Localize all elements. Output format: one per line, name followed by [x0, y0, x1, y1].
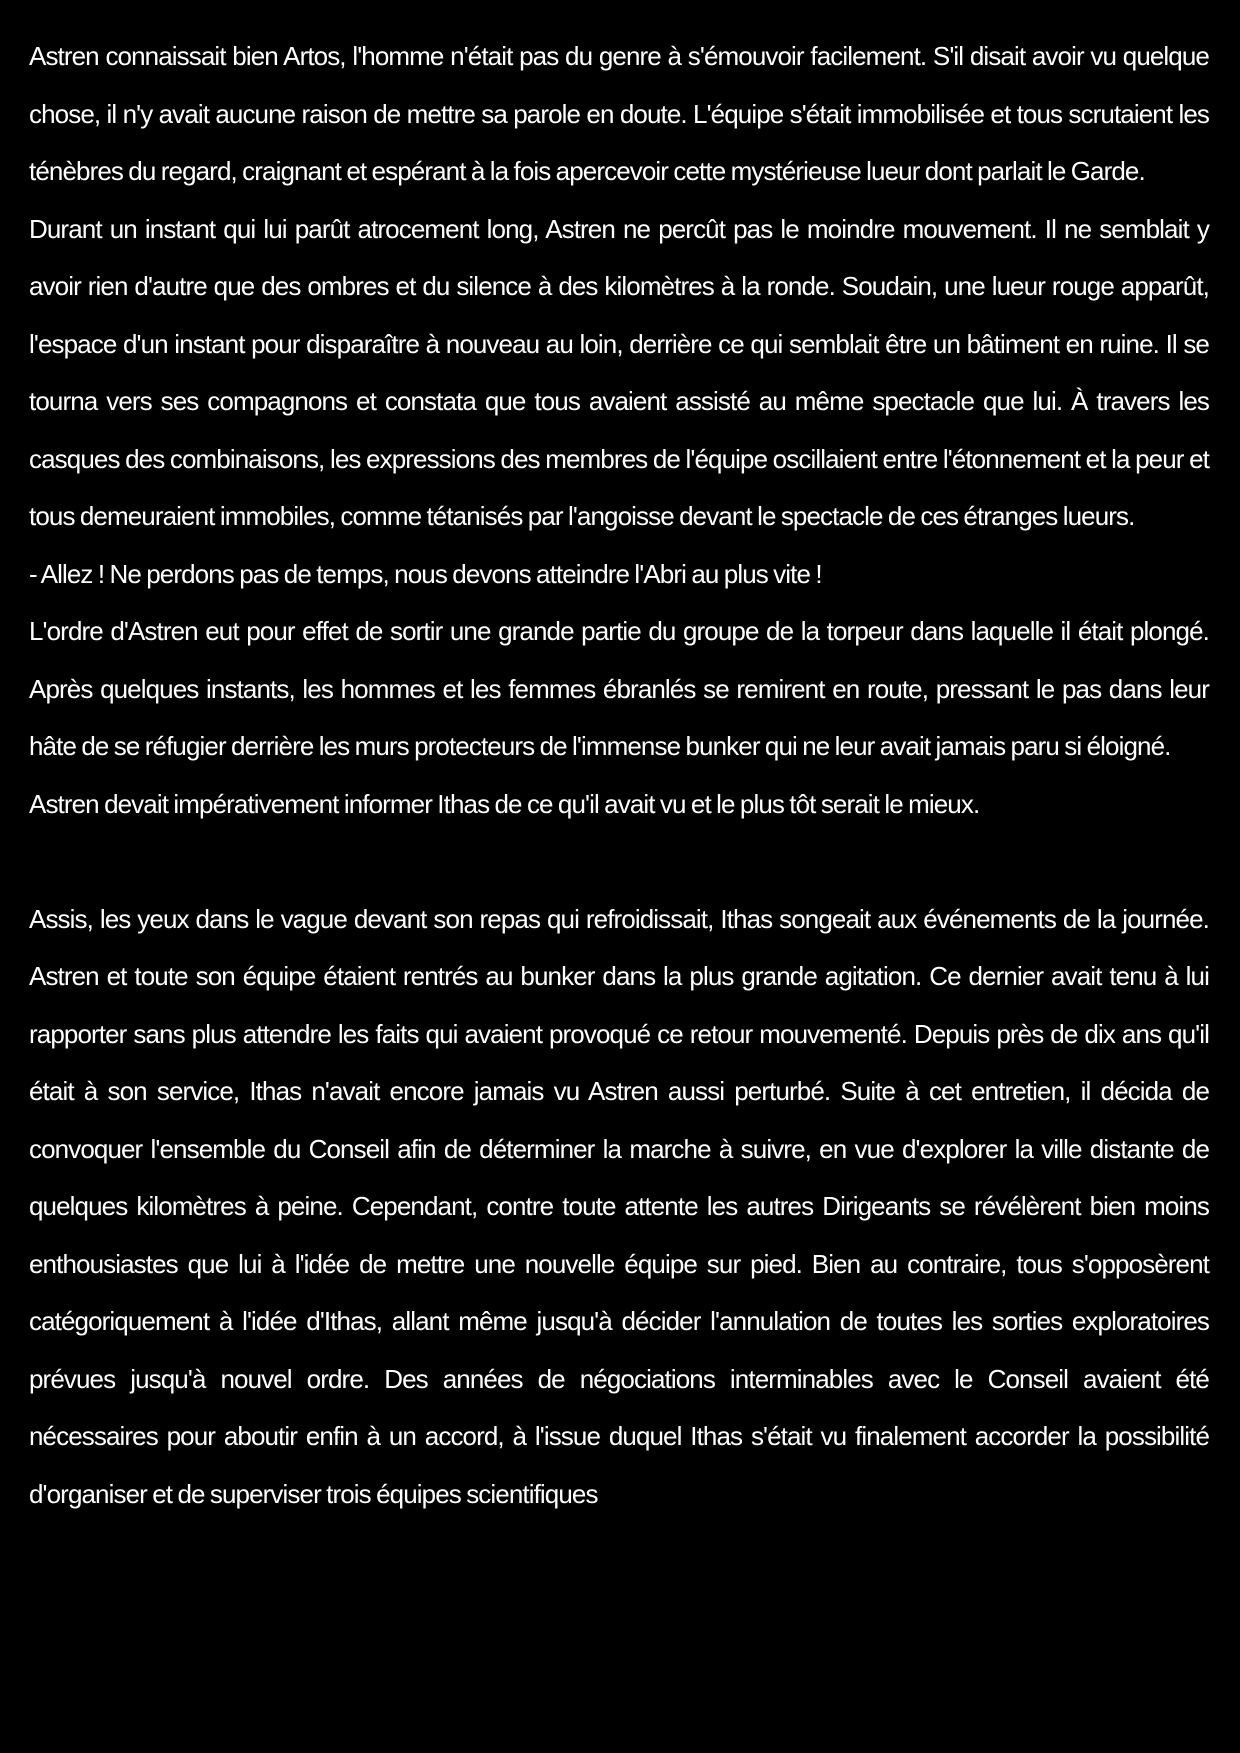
dialogue-line: - Allez ! Ne perdons pas de temps, nous devons atteindre l'Abri au plus vite !: [29, 558, 822, 589]
document-page: [29, 28, 1209, 1523]
paragraph-inform-ithas: Astren devait impérativement informer Ithas de ce qu'il avait vu et le plus tôt serait le mieux.: [29, 788, 980, 819]
section-break: [29, 833, 1209, 891]
paragraph-artos: Astren connaissait bien Artos, l'homme n'était pas du genre à s'émouvoir facilement. S'il disait avoir vu quelque chose, il n'y avait aucune raison de mettre sa parole en doute. L'équipe s'était immobilisée et tous scrutaient les ténèbres du regard, craignant et espérant à la fois apercevoir cette mystérieuse lueur dont parlait le Garde.: [29, 41, 1209, 186]
paragraph-council: Assis, les yeux dans le vague devant son repas qui refroidissait, Ithas songeait aux événements de la journée. Astren et toute son équipe étaient rentrés au bunker dans la plus grande agitation. Ce dernier avait tenu à lui rapporter sans plus attendre les faits qui avaient provoqué ce retour mouvementé. Depuis près de dix ans qu'il était à son service, Ithas n'avait encore jamais vu Astren aussi perturbé. Suite à cet entretien, il décida de convoquer l'ensemble du Conseil afin de déterminer la marche à suivre, en vue d'explorer la ville distante de quelques kilomètres à peine. Cependant, contre toute attente les autres Dirigeants se révélèrent bien moins enthousiastes que lui à l'idée de mettre une nouvelle équipe sur pied. Bien au contraire, tous s'opposèrent catégoriquement à l'idée d'Ithas, allant même jusqu'à décider l'annulation de toutes les sorties exploratoires prévues jusqu'à nouvel ordre. Des années de négociations interminables avec le Conseil avaient été nécessaires pour aboutir enfin à un accord, à l'issue duquel Ithas s'était vu finalement accorder la possibilité d'organiser et de superviser trois équipes scientifiques: [29, 903, 1209, 1509]
paragraph-red-glow: Durant un instant qui lui parût atrocement long, Astren ne percût pas le moindre mouvement. Il ne semblait y avoir rien d'autre que des ombres et du silence à des kilomètres à la ronde. Soudain, une lueur rouge apparût, l'espace d'un instant pour disparaître à nouveau au loin, derrière ce qui semblait être un bâtiment en ruine. Il se tourna vers ses compagnons et constata que tous avaient assisté au même spectacle que lui. À travers les casques des combinaisons, les expressions des membres de l'équipe oscillaient entre l'étonnement et la peur et tous demeuraient immobiles, comme tétanisés par l'angoisse devant le spectacle de ces étranges lueurs.: [29, 213, 1209, 531]
paragraph-order: L'ordre d'Astren eut pour effet de sortir une grande partie du groupe de la torpeur dans laquelle il était plongé. Après quelques instants, les hommes et les femmes ébranlés se remirent en route, pressant le pas dans leur hâte de se réfugier derrière les murs protecteurs de l'immense bunker qui ne leur avait jamais paru si éloigné.: [29, 616, 1209, 761]
